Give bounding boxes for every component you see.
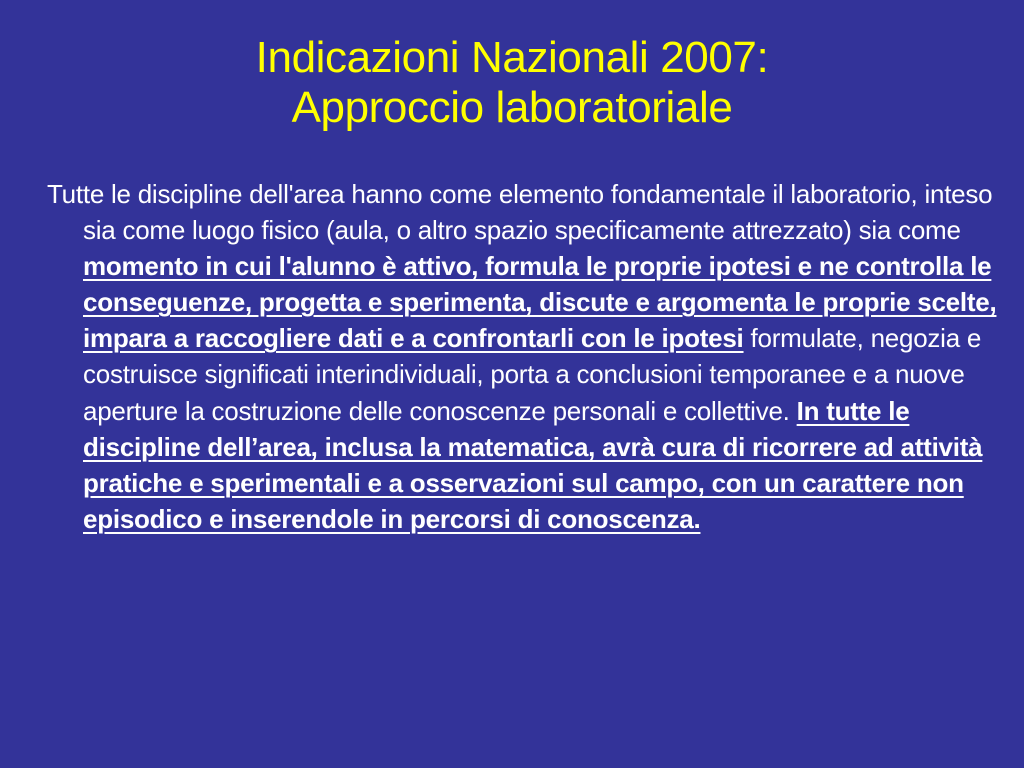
body-text-emphasis-2: In tutte le discipline dell’area, inclusa la matematica, avrà cura di ricorrere ad attività pratiche e sperimentali e a osservazioni sul campo, con un carattere non episodico e inserendole in percorsi di conoscenza.	[83, 395, 983, 534]
body-text-emphasis-1: momento in cui l'alunno è attivo, formula le proprie ipotesi e ne controlla le conseguenze, progetta e sperimenta, discute e argomenta le proprie scelte, impara a raccogliere dati e a confrontarli con le ipotesi	[83, 251, 997, 354]
slide-title-line-2: Approccio laboratoriale	[291, 83, 733, 132]
slide-title-line-1: Indicazioni Nazionali 2007:	[255, 33, 769, 82]
body-text-middle: formulate, negozia e costruisce significati interindividuali, porta a conclusioni temporanee e a nuove aperture la costruzione delle conoscenze personali e collettive.	[83, 323, 982, 426]
body-text-intro: Tutte le discipline dell'area hanno come elemento fondamentale il laboratorio, inteso sia come luogo fisico (aula, o altro spazio specificamente attrezzato) sia come	[47, 179, 993, 246]
body-paragraph	[47, 176, 1013, 537]
slide-title	[0, 33, 1024, 133]
